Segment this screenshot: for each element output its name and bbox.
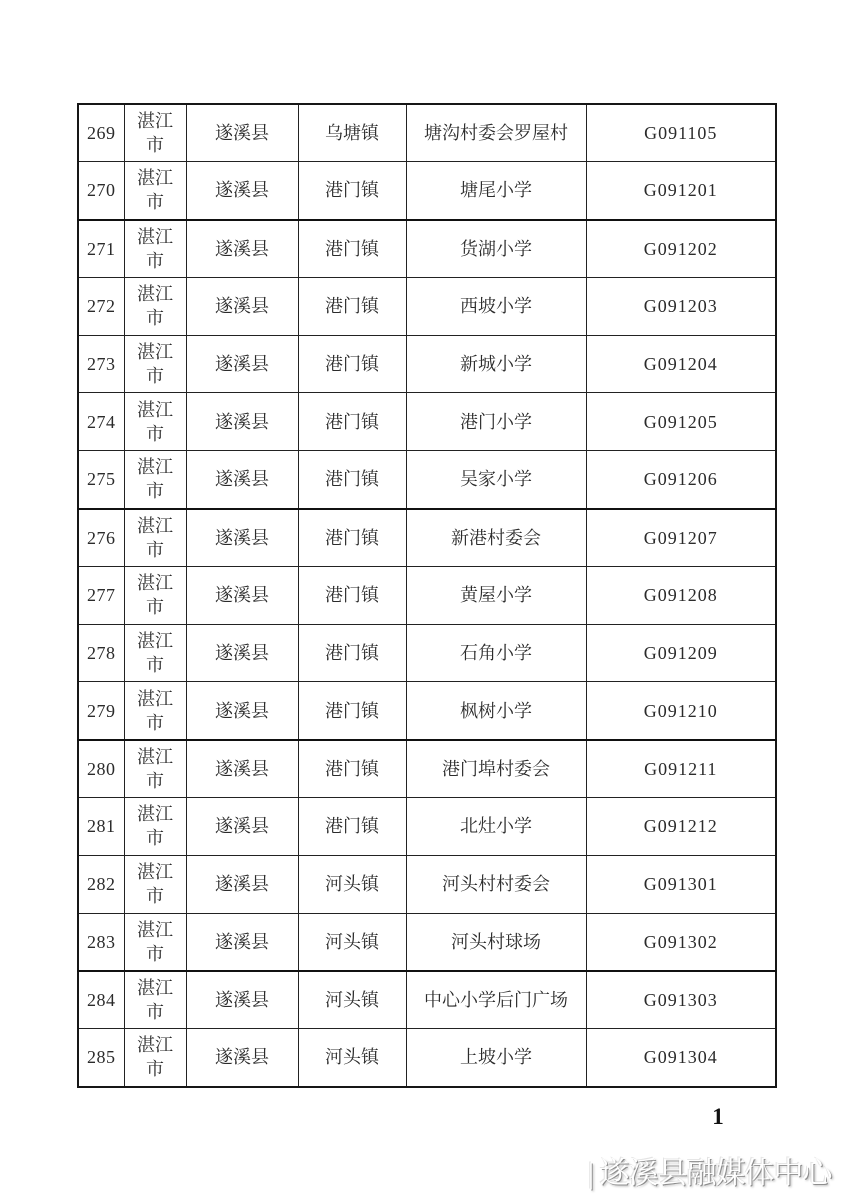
cell-code: G091201 bbox=[586, 162, 776, 220]
table-row bbox=[78, 162, 776, 220]
table-body bbox=[78, 104, 776, 1087]
cell-county: 遂溪县 bbox=[186, 509, 298, 567]
table-row bbox=[78, 682, 776, 740]
cell-no: 284 bbox=[78, 971, 124, 1029]
cell-town: 港门镇 bbox=[298, 798, 406, 856]
cell-town: 港门镇 bbox=[298, 509, 406, 567]
cell-city: 湛江市 bbox=[124, 393, 186, 451]
cell-city: 湛江市 bbox=[124, 971, 186, 1029]
cell-no: 272 bbox=[78, 277, 124, 335]
cell-code: G091301 bbox=[586, 855, 776, 913]
cell-code: G091205 bbox=[586, 393, 776, 451]
cell-county: 遂溪县 bbox=[186, 740, 298, 798]
cell-city: 湛江市 bbox=[124, 566, 186, 624]
cell-town: 河头镇 bbox=[298, 1029, 406, 1087]
cell-code: G091211 bbox=[586, 740, 776, 798]
table-row bbox=[78, 566, 776, 624]
cell-town: 港门镇 bbox=[298, 451, 406, 509]
cell-no: 275 bbox=[78, 451, 124, 509]
table-row bbox=[78, 624, 776, 682]
cell-site: 港门小学 bbox=[406, 393, 586, 451]
cell-county: 遂溪县 bbox=[186, 798, 298, 856]
cell-city: 湛江市 bbox=[124, 277, 186, 335]
cell-code: G091209 bbox=[586, 624, 776, 682]
cell-county: 遂溪县 bbox=[186, 451, 298, 509]
cell-site: 石角小学 bbox=[406, 624, 586, 682]
table-row bbox=[78, 451, 776, 509]
cell-town: 港门镇 bbox=[298, 740, 406, 798]
cell-code: G091105 bbox=[586, 104, 776, 162]
table-row bbox=[78, 104, 776, 162]
watermark-text: | 遂溪县融媒体中心 bbox=[588, 1157, 832, 1190]
cell-no: 277 bbox=[78, 566, 124, 624]
cell-city: 湛江市 bbox=[124, 162, 186, 220]
cell-city: 湛江市 bbox=[124, 798, 186, 856]
cell-town: 河头镇 bbox=[298, 971, 406, 1029]
table-row bbox=[78, 393, 776, 451]
cell-site: 新港村委会 bbox=[406, 509, 586, 567]
cell-county: 遂溪县 bbox=[186, 1029, 298, 1087]
cell-site: 河头村村委会 bbox=[406, 855, 586, 913]
cell-town: 港门镇 bbox=[298, 335, 406, 393]
cell-town: 港门镇 bbox=[298, 624, 406, 682]
cell-code: G091204 bbox=[586, 335, 776, 393]
cell-no: 280 bbox=[78, 740, 124, 798]
polling-sites-table bbox=[77, 103, 777, 1088]
cell-county: 遂溪县 bbox=[186, 393, 298, 451]
cell-site: 北灶小学 bbox=[406, 798, 586, 856]
table-row bbox=[78, 740, 776, 798]
table-row bbox=[78, 509, 776, 567]
cell-town: 河头镇 bbox=[298, 913, 406, 971]
cell-site: 塘沟村委会罗屋村 bbox=[406, 104, 586, 162]
cell-county: 遂溪县 bbox=[186, 220, 298, 278]
table-row bbox=[78, 855, 776, 913]
cell-city: 湛江市 bbox=[124, 682, 186, 740]
cell-town: 乌塘镇 bbox=[298, 104, 406, 162]
cell-town: 港门镇 bbox=[298, 220, 406, 278]
table-row bbox=[78, 913, 776, 971]
cell-county: 遂溪县 bbox=[186, 855, 298, 913]
cell-town: 港门镇 bbox=[298, 682, 406, 740]
cell-code: G091207 bbox=[586, 509, 776, 567]
cell-city: 湛江市 bbox=[124, 220, 186, 278]
cell-site: 上坡小学 bbox=[406, 1029, 586, 1087]
cell-code: G091210 bbox=[586, 682, 776, 740]
cell-no: 273 bbox=[78, 335, 124, 393]
cell-city: 湛江市 bbox=[124, 104, 186, 162]
cell-city: 湛江市 bbox=[124, 740, 186, 798]
cell-city: 湛江市 bbox=[124, 913, 186, 971]
table-row bbox=[78, 1029, 776, 1087]
cell-county: 遂溪县 bbox=[186, 277, 298, 335]
cell-no: 285 bbox=[78, 1029, 124, 1087]
cell-town: 港门镇 bbox=[298, 277, 406, 335]
cell-code: G091303 bbox=[586, 971, 776, 1029]
cell-no: 276 bbox=[78, 509, 124, 567]
cell-town: 港门镇 bbox=[298, 566, 406, 624]
cell-code: G091304 bbox=[586, 1029, 776, 1087]
cell-no: 279 bbox=[78, 682, 124, 740]
page-number: 1 bbox=[712, 1104, 724, 1129]
cell-no: 281 bbox=[78, 798, 124, 856]
cell-town: 河头镇 bbox=[298, 855, 406, 913]
cell-county: 遂溪县 bbox=[186, 624, 298, 682]
cell-no: 283 bbox=[78, 913, 124, 971]
cell-code: G091208 bbox=[586, 566, 776, 624]
cell-site: 西坡小学 bbox=[406, 277, 586, 335]
cell-town: 港门镇 bbox=[298, 162, 406, 220]
cell-site: 新城小学 bbox=[406, 335, 586, 393]
cell-site: 黄屋小学 bbox=[406, 566, 586, 624]
cell-site: 港门埠村委会 bbox=[406, 740, 586, 798]
table-row bbox=[78, 971, 776, 1029]
cell-county: 遂溪县 bbox=[186, 971, 298, 1029]
cell-site: 塘尾小学 bbox=[406, 162, 586, 220]
table-row bbox=[78, 335, 776, 393]
cell-site: 吴家小学 bbox=[406, 451, 586, 509]
cell-code: G091206 bbox=[586, 451, 776, 509]
cell-no: 282 bbox=[78, 855, 124, 913]
cell-no: 271 bbox=[78, 220, 124, 278]
cell-city: 湛江市 bbox=[124, 509, 186, 567]
cell-county: 遂溪县 bbox=[186, 335, 298, 393]
table-row bbox=[78, 220, 776, 278]
cell-county: 遂溪县 bbox=[186, 682, 298, 740]
cell-town: 港门镇 bbox=[298, 393, 406, 451]
cell-county: 遂溪县 bbox=[186, 104, 298, 162]
cell-site: 货湖小学 bbox=[406, 220, 586, 278]
cell-no: 270 bbox=[78, 162, 124, 220]
table-row bbox=[78, 277, 776, 335]
cell-county: 遂溪县 bbox=[186, 162, 298, 220]
cell-city: 湛江市 bbox=[124, 624, 186, 682]
cell-county: 遂溪县 bbox=[186, 913, 298, 971]
cell-city: 湛江市 bbox=[124, 335, 186, 393]
cell-no: 278 bbox=[78, 624, 124, 682]
cell-code: G091202 bbox=[586, 220, 776, 278]
cell-code: G091302 bbox=[586, 913, 776, 971]
cell-site: 中心小学后门广场 bbox=[406, 971, 586, 1029]
cell-no: 269 bbox=[78, 104, 124, 162]
cell-code: G091212 bbox=[586, 798, 776, 856]
cell-city: 湛江市 bbox=[124, 451, 186, 509]
cell-site: 河头村球场 bbox=[406, 913, 586, 971]
cell-site: 枫树小学 bbox=[406, 682, 586, 740]
cell-no: 274 bbox=[78, 393, 124, 451]
table-row bbox=[78, 798, 776, 856]
cell-code: G091203 bbox=[586, 277, 776, 335]
cell-city: 湛江市 bbox=[124, 1029, 186, 1087]
cell-city: 湛江市 bbox=[124, 855, 186, 913]
cell-county: 遂溪县 bbox=[186, 566, 298, 624]
